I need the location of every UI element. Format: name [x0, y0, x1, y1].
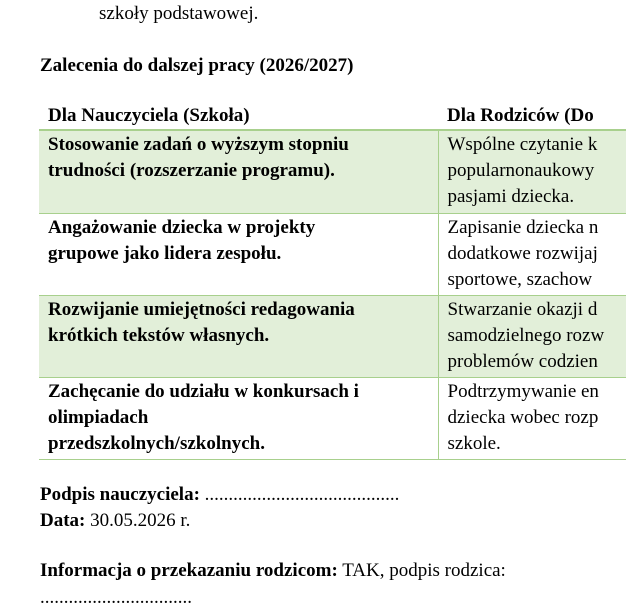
cell-line: Zapisanie dziecka n: [447, 217, 599, 238]
teacher-cell: [39, 296, 438, 378]
cell-line: dziecka wobec rozp: [447, 407, 599, 428]
cell-line: Rozwijanie umiejętności redagowania: [48, 299, 355, 320]
cell-line: olimpiadach: [48, 407, 149, 428]
parents-cell: [438, 296, 626, 378]
recommendations-table: [39, 100, 626, 460]
cell-line: grupowe jako lidera zespołu.: [48, 243, 282, 264]
date-label: Data:: [40, 510, 86, 531]
parents-cell: [438, 378, 626, 460]
cell-line: Podtrzymywanie en: [447, 381, 599, 402]
table-row: [39, 130, 626, 214]
table-row: [39, 296, 626, 378]
cell-line: Zachęcanie do udziału w konkursach i: [48, 381, 359, 402]
cell-line: trudności (rozszerzanie programu).: [48, 160, 335, 181]
parent-info-line: [40, 558, 506, 584]
cell-line: szkole.: [447, 433, 501, 454]
parents-cell: [438, 214, 626, 296]
teacher-cell: [39, 214, 438, 296]
top-text-line: szkoły podstawowej.: [99, 3, 259, 24]
cell-line: Stosowanie zadań o wyższym stopniu: [48, 134, 349, 155]
cell-line: problemów codzien: [447, 351, 598, 372]
header-parents: Dla Rodziców (Do: [438, 100, 626, 130]
header-teacher: Dla Nauczyciela (Szkoła): [39, 100, 438, 130]
cell-line: pasjami dziecka.: [447, 186, 575, 207]
cell-line: krótkich tekstów własnych.: [48, 325, 270, 346]
section-heading: Zalecenia do dalszej pracy (2026/2027): [40, 55, 354, 76]
table-row: [39, 214, 626, 296]
signature-label: Podpis nauczyciela:: [40, 484, 200, 505]
cell-line: Angażowanie dziecka w projekty: [48, 217, 316, 238]
cell-line: sportowe, szachow: [447, 269, 593, 290]
date-value: 30.05.2026 r.: [85, 510, 191, 531]
cell-line: samodzielnego rozw: [447, 325, 605, 346]
cell-line: popularnonaukowy: [447, 160, 595, 181]
teacher-cell: [39, 378, 438, 460]
teacher-cell: [39, 130, 438, 214]
table-row: [39, 378, 626, 460]
cell-line: Wspólne czytanie k: [447, 134, 598, 155]
cell-line: dodatkowe rozwijaj: [447, 243, 598, 264]
cell-line: Stwarzanie okazji d: [447, 299, 598, 320]
teacher-signature-line: [40, 482, 399, 508]
info-value: TAK, podpis rodzica:: [337, 560, 506, 581]
cell-line: przedszkolnych/szkolnych.: [48, 433, 265, 454]
parent-signature-dots: ................................: [40, 587, 192, 608]
date-line: [40, 508, 190, 534]
info-label: Informacja o przekazaniu rodzicom:: [40, 560, 338, 581]
parents-cell: [438, 130, 626, 214]
signature-dots: .........................................: [199, 484, 400, 505]
table-header-row: [39, 100, 626, 130]
